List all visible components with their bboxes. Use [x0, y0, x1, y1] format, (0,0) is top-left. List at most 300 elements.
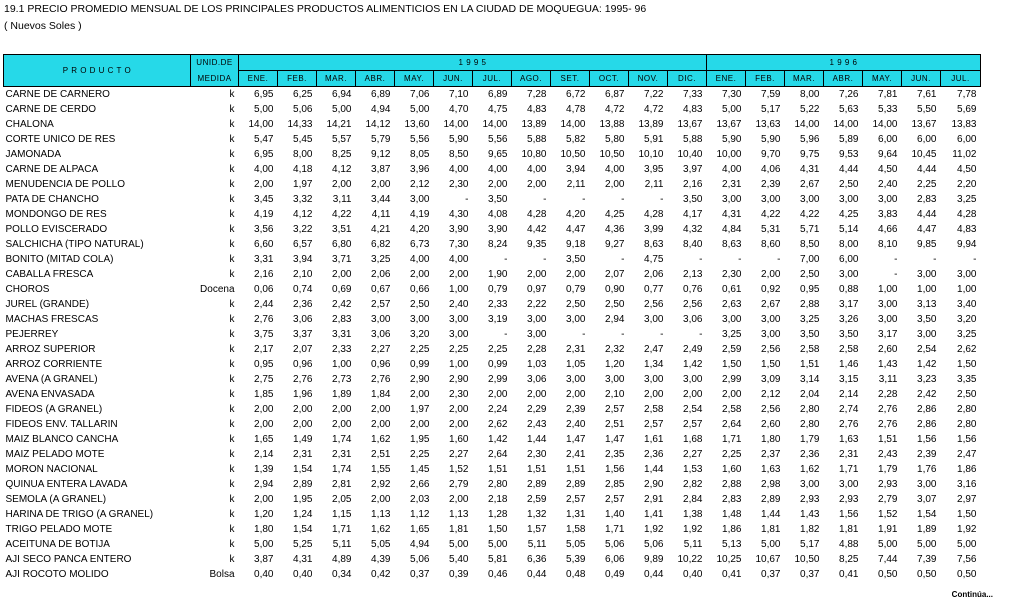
- price-cell: 2,57: [605, 404, 625, 415]
- price-cell: 4,94: [371, 104, 391, 115]
- price-cell: 7,39: [917, 554, 937, 565]
- product-name: ACEITUNA DE BOTIJA: [5, 539, 110, 550]
- price-cell: 0,37: [761, 569, 781, 580]
- price-cell: 3,94: [293, 254, 313, 265]
- price-cell: 4,70: [449, 104, 469, 115]
- price-cell: 6,89: [488, 89, 508, 100]
- price-cell: 1,80: [254, 524, 274, 535]
- price-cell: 4,75: [488, 104, 508, 115]
- price-cell: 2,31: [566, 344, 586, 355]
- price-cell: 1,44: [527, 434, 547, 445]
- price-cell: 0,88: [839, 284, 859, 295]
- price-cell: 2,39: [761, 179, 781, 190]
- price-cell: 3,00: [605, 374, 625, 385]
- header-month-1995: MAY.: [395, 71, 434, 87]
- price-cell: 3,00: [410, 314, 430, 325]
- header-unit-top: UNID.DE: [191, 55, 239, 71]
- price-cell: 2,25: [722, 449, 742, 460]
- price-cell: 4,12: [332, 164, 352, 175]
- price-cell: 2,64: [488, 449, 508, 460]
- price-cell: 4,72: [644, 104, 664, 115]
- price-cell: 1,12: [410, 509, 430, 520]
- price-cell: 4,50: [957, 164, 977, 175]
- product-name: TRIGO PELADO MOTE: [5, 524, 113, 535]
- price-cell: 3,00: [527, 314, 547, 325]
- price-cell: 3,13: [917, 299, 937, 310]
- price-cell: 4,36: [605, 224, 625, 235]
- price-cell: 10,50: [560, 149, 586, 160]
- price-cell: 1,44: [644, 464, 664, 475]
- price-cell: 3,97: [683, 164, 703, 175]
- price-cell: 3,06: [293, 314, 313, 325]
- price-cell: 4,66: [878, 224, 898, 235]
- price-cell: 2,64: [722, 419, 742, 430]
- price-cell: 1,50: [957, 509, 977, 520]
- price-cell: 1,89: [332, 389, 352, 400]
- price-cell: 1,61: [644, 434, 664, 445]
- price-cell: 9,89: [644, 554, 664, 565]
- price-cell: 1,00: [449, 359, 469, 370]
- price-cell: 3,50: [566, 254, 586, 265]
- price-cell: 2,57: [371, 299, 391, 310]
- header-unit-bottom: MEDIDA: [191, 71, 239, 87]
- price-table: [3, 54, 981, 582]
- product-name: PATA DE CHANCHO: [5, 194, 99, 205]
- price-cell: 3,00: [644, 314, 664, 325]
- header-month-1995: DIC.: [668, 71, 707, 87]
- price-cell: 4,31: [722, 209, 742, 220]
- unit-of-measure: Bolsa: [209, 569, 235, 580]
- price-cell: 2,00: [449, 419, 469, 430]
- product-name: CORTE UNICO DE RES: [5, 134, 116, 145]
- price-cell: 13,83: [951, 119, 977, 130]
- price-cell: 2,89: [761, 494, 781, 505]
- price-cell: 4,28: [644, 209, 664, 220]
- unit-of-measure: k: [229, 89, 235, 100]
- price-cell: 8,63: [722, 239, 742, 250]
- price-cell: 2,80: [800, 404, 820, 415]
- price-cell: 6,06: [605, 554, 625, 565]
- unit-of-measure: k: [229, 374, 235, 385]
- price-cell: 0,40: [293, 569, 313, 580]
- table-row: [4, 477, 981, 492]
- price-cell: -: [465, 194, 469, 205]
- price-cell: 14,00: [248, 119, 274, 130]
- price-cell: 5,45: [293, 134, 313, 145]
- price-cell: 2,14: [839, 389, 859, 400]
- price-cell: 2,82: [683, 479, 703, 490]
- unit-of-measure: k: [229, 119, 235, 130]
- price-cell: 5,00: [917, 539, 937, 550]
- price-cell: 0,96: [371, 359, 391, 370]
- price-cell: 2,30: [527, 449, 547, 460]
- price-cell: 6,60: [254, 239, 274, 250]
- price-cell: 1,00: [957, 284, 977, 295]
- table-row: [4, 252, 981, 267]
- price-cell: 2,83: [722, 494, 742, 505]
- table-row: [4, 537, 981, 552]
- price-cell: 4,19: [410, 209, 430, 220]
- price-cell: 1,40: [605, 509, 625, 520]
- price-cell: 1,65: [254, 434, 274, 445]
- price-cell: 7,22: [644, 89, 664, 100]
- price-cell: -: [777, 254, 781, 265]
- price-cell: 3,50: [800, 329, 820, 340]
- price-cell: 2,28: [878, 389, 898, 400]
- price-cell: 2,57: [605, 494, 625, 505]
- price-cell: 6,72: [566, 89, 586, 100]
- price-cell: 3,00: [957, 269, 977, 280]
- price-cell: 1,95: [293, 494, 313, 505]
- product-name: JUREL (GRANDE): [5, 299, 90, 310]
- price-cell: 3,00: [839, 479, 859, 490]
- price-cell: 2,25: [449, 344, 469, 355]
- price-cell: 2,74: [839, 404, 859, 415]
- price-cell: 0,76: [683, 284, 703, 295]
- price-cell: 1,86: [722, 524, 742, 535]
- price-cell: 4,32: [683, 224, 703, 235]
- price-cell: 13,89: [521, 119, 547, 130]
- price-cell: 8,05: [410, 149, 430, 160]
- table-row: [4, 117, 981, 132]
- price-cell: 3,75: [254, 329, 274, 340]
- table-row: [4, 552, 981, 567]
- price-cell: 2,07: [293, 344, 313, 355]
- product-name: MORON NACIONAL: [5, 464, 98, 475]
- price-cell: 2,07: [605, 269, 625, 280]
- price-cell: 8,40: [683, 239, 703, 250]
- unit-of-measure: k: [229, 134, 235, 145]
- price-cell: 5,06: [605, 539, 625, 550]
- price-cell: 1,55: [371, 464, 391, 475]
- table-row: [4, 102, 981, 117]
- price-cell: 2,41: [566, 449, 586, 460]
- price-cell: 0,61: [722, 284, 742, 295]
- price-cell: -: [699, 329, 703, 340]
- price-cell: 2,25: [410, 449, 430, 460]
- price-cell: 3,23: [917, 374, 937, 385]
- price-cell: 1,13: [371, 509, 391, 520]
- price-cell: 5,00: [254, 539, 274, 550]
- price-cell: 2,50: [410, 299, 430, 310]
- table-row: [4, 507, 981, 522]
- price-cell: 5,90: [722, 134, 742, 145]
- price-cell: 4,22: [761, 209, 781, 220]
- price-cell: 1,68: [683, 434, 703, 445]
- price-cell: 1,44: [761, 509, 781, 520]
- price-cell: 8,25: [332, 149, 352, 160]
- price-cell: 2,93: [878, 479, 898, 490]
- price-cell: 10,50: [794, 554, 820, 565]
- price-cell: 2,30: [449, 389, 469, 400]
- price-cell: 5,90: [449, 134, 469, 145]
- header-month-1996: ENE.: [707, 71, 746, 87]
- price-cell: 1,62: [800, 464, 820, 475]
- price-cell: 3,15: [839, 374, 859, 385]
- price-cell: -: [582, 329, 586, 340]
- price-cell: 2,36: [293, 299, 313, 310]
- unit-of-measure: k: [229, 269, 235, 280]
- price-cell: 1,39: [254, 464, 274, 475]
- unit-of-measure: Docena: [200, 284, 235, 295]
- price-cell: 3,35: [957, 374, 977, 385]
- price-cell: 5,96: [800, 134, 820, 145]
- price-cell: 1,56: [605, 464, 625, 475]
- price-cell: 4,25: [839, 209, 859, 220]
- table-body: [4, 87, 981, 583]
- price-cell: 1,45: [410, 464, 430, 475]
- price-cell: 2,00: [332, 179, 352, 190]
- table-row: [4, 522, 981, 537]
- price-cell: 2,00: [410, 269, 430, 280]
- price-cell: 2,00: [644, 389, 664, 400]
- price-cell: 4,31: [800, 164, 820, 175]
- price-cell: 0,74: [293, 284, 313, 295]
- price-cell: 9,64: [878, 149, 898, 160]
- price-cell: 13,60: [404, 119, 430, 130]
- price-cell: 1,60: [449, 434, 469, 445]
- price-cell: 3,25: [957, 194, 977, 205]
- price-cell: 1,41: [644, 509, 664, 520]
- price-cell: -: [504, 254, 508, 265]
- price-cell: 3,87: [371, 164, 391, 175]
- price-cell: 10,10: [638, 149, 664, 160]
- price-cell: 8,25: [839, 554, 859, 565]
- price-cell: 1,50: [722, 359, 742, 370]
- price-cell: 7,78: [957, 89, 977, 100]
- price-cell: 2,93: [800, 494, 820, 505]
- price-cell: 2,40: [566, 419, 586, 430]
- table-row: [4, 402, 981, 417]
- price-cell: 2,66: [410, 479, 430, 490]
- table-row: [4, 192, 981, 207]
- price-cell: 1,00: [878, 284, 898, 295]
- table-row: [4, 327, 981, 342]
- price-cell: 2,98: [761, 479, 781, 490]
- price-cell: 3,07: [917, 494, 937, 505]
- price-cell: 4,00: [527, 164, 547, 175]
- header-month-1995: AGO.: [512, 71, 551, 87]
- price-cell: 2,88: [800, 299, 820, 310]
- price-cell: 14,33: [287, 119, 313, 130]
- price-cell: 5,56: [488, 134, 508, 145]
- price-cell: 2,11: [566, 179, 586, 190]
- price-cell: 3,99: [644, 224, 664, 235]
- price-cell: 2,79: [878, 494, 898, 505]
- price-cell: 7,30: [449, 239, 469, 250]
- price-cell: 2,31: [332, 449, 352, 460]
- price-cell: 1,63: [839, 434, 859, 445]
- price-cell: 4,17: [683, 209, 703, 220]
- price-cell: 4,22: [332, 209, 352, 220]
- price-cell: 5,00: [878, 539, 898, 550]
- price-cell: 1,43: [878, 359, 898, 370]
- price-cell: 7,00: [800, 254, 820, 265]
- price-cell: 1,43: [800, 509, 820, 520]
- header-month-1995: MAR.: [317, 71, 356, 87]
- price-cell: 10,80: [521, 149, 547, 160]
- table-row: [4, 447, 981, 462]
- header-month-1996: ABR.: [824, 71, 863, 87]
- price-cell: 2,42: [332, 299, 352, 310]
- price-cell: 2,57: [644, 419, 664, 430]
- price-cell: 3,32: [293, 194, 313, 205]
- price-cell: 8,00: [293, 149, 313, 160]
- price-cell: 6,94: [332, 89, 352, 100]
- price-cell: 2,27: [449, 449, 469, 460]
- table-row: [4, 207, 981, 222]
- price-cell: 1,05: [566, 359, 586, 370]
- price-cell: 2,60: [761, 419, 781, 430]
- price-cell: 3,00: [566, 314, 586, 325]
- unit-of-measure: k: [229, 164, 235, 175]
- price-cell: 1,42: [488, 434, 508, 445]
- product-name: FIDEOS (A GRANEL): [5, 404, 103, 415]
- price-cell: 1,71: [839, 464, 859, 475]
- price-cell: 14,00: [833, 119, 859, 130]
- price-cell: 1,00: [449, 284, 469, 295]
- price-cell: 3,00: [722, 194, 742, 205]
- price-cell: 1,00: [917, 284, 937, 295]
- price-cell: 4,44: [917, 209, 937, 220]
- price-cell: 2,89: [293, 479, 313, 490]
- price-cell: 9,75: [800, 149, 820, 160]
- price-cell: 3,00: [878, 194, 898, 205]
- price-cell: 2,03: [410, 494, 430, 505]
- price-cell: -: [621, 254, 625, 265]
- table-title: 19.1 PRECIO PROMEDIO MENSUAL DE LOS PRINCIPALES PRODUCTOS ALIMENTICIOS EN LA CIUDAD DE MOQUEGUA: 1995- 96: [4, 3, 647, 15]
- price-cell: 2,57: [566, 494, 586, 505]
- unit-of-measure: k: [229, 359, 235, 370]
- price-cell: 1,49: [293, 434, 313, 445]
- price-cell: 0,92: [761, 284, 781, 295]
- table-row: [4, 87, 981, 103]
- price-cell: 1,15: [332, 509, 352, 520]
- price-cell: 1,13: [449, 509, 469, 520]
- price-cell: 0,44: [527, 569, 547, 580]
- price-cell: 2,36: [800, 449, 820, 460]
- price-cell: 9,12: [371, 149, 391, 160]
- price-cell: 2,76: [878, 419, 898, 430]
- product-name: AJI ROCOTO MOLIDO: [5, 569, 109, 580]
- price-cell: 3,90: [488, 224, 508, 235]
- price-cell: 4,94: [410, 539, 430, 550]
- price-cell: 3,95: [644, 164, 664, 175]
- price-cell: 9,53: [839, 149, 859, 160]
- price-cell: 4,00: [449, 254, 469, 265]
- price-cell: 5,00: [449, 539, 469, 550]
- table-subtitle: ( Nuevos Soles ): [4, 20, 82, 32]
- price-cell: 5,00: [410, 104, 430, 115]
- price-cell: 3,83: [878, 209, 898, 220]
- price-cell: 3,00: [449, 314, 469, 325]
- price-cell: 2,13: [683, 269, 703, 280]
- price-cell: 3,00: [839, 269, 859, 280]
- price-cell: 2,31: [839, 449, 859, 460]
- price-cell: 1,53: [683, 464, 703, 475]
- price-cell: 5,14: [839, 224, 859, 235]
- price-cell: 3,25: [722, 329, 742, 340]
- price-cell: 2,47: [957, 449, 977, 460]
- price-cell: 8,10: [878, 239, 898, 250]
- price-cell: 7,59: [761, 89, 781, 100]
- price-cell: 3,56: [254, 224, 274, 235]
- price-cell: 1,54: [293, 464, 313, 475]
- price-cell: 2,50: [800, 269, 820, 280]
- table-row: [4, 162, 981, 177]
- table-row: [4, 387, 981, 402]
- price-cell: 3,45: [254, 194, 274, 205]
- table-row: [4, 222, 981, 237]
- price-cell: 2,76: [371, 374, 391, 385]
- price-cell: 2,18: [488, 494, 508, 505]
- price-cell: 2,36: [644, 449, 664, 460]
- price-cell: 1,42: [683, 359, 703, 370]
- price-cell: 14,00: [482, 119, 508, 130]
- price-cell: 0,77: [644, 284, 664, 295]
- price-cell: 2,06: [371, 269, 391, 280]
- price-cell: 1,50: [761, 359, 781, 370]
- price-cell: 10,40: [677, 149, 703, 160]
- price-cell: 3,00: [566, 374, 586, 385]
- price-cell: 0,99: [488, 359, 508, 370]
- price-cell: 2,43: [527, 419, 547, 430]
- price-cell: -: [933, 254, 937, 265]
- price-cell: 5,11: [683, 539, 703, 550]
- price-cell: 4,00: [722, 164, 742, 175]
- price-cell: 1,71: [605, 524, 625, 535]
- price-cell: 6,25: [293, 89, 313, 100]
- price-cell: 1,81: [839, 524, 859, 535]
- price-cell: 1,20: [254, 509, 274, 520]
- price-cell: 2,25: [917, 179, 937, 190]
- price-cell: 3,00: [800, 194, 820, 205]
- price-cell: 2,91: [644, 494, 664, 505]
- price-cell: 3,11: [332, 194, 352, 205]
- price-cell: 3,00: [527, 329, 547, 340]
- price-cell: 5,00: [254, 104, 274, 115]
- price-cell: 2,67: [800, 179, 820, 190]
- price-cell: 2,89: [566, 479, 586, 490]
- price-cell: 3,25: [800, 314, 820, 325]
- table-row: [4, 237, 981, 252]
- price-cell: 4,50: [878, 164, 898, 175]
- table-row: [4, 297, 981, 312]
- price-cell: 3,20: [957, 314, 977, 325]
- price-cell: 0,67: [371, 284, 391, 295]
- price-cell: 5,05: [371, 539, 391, 550]
- price-cell: 2,59: [527, 494, 547, 505]
- price-cell: 5,31: [761, 224, 781, 235]
- price-cell: 4,72: [605, 104, 625, 115]
- price-cell: 2,59: [722, 344, 742, 355]
- price-cell: 2,00: [527, 269, 547, 280]
- header-year-1996: 1 9 9 6: [707, 55, 981, 71]
- price-cell: 3,00: [800, 479, 820, 490]
- price-cell: 1,20: [605, 359, 625, 370]
- unit-of-measure: k: [229, 239, 235, 250]
- price-cell: 6,57: [293, 239, 313, 250]
- price-cell: 0,37: [800, 569, 820, 580]
- unit-of-measure: k: [229, 539, 235, 550]
- price-cell: 3,20: [410, 329, 430, 340]
- price-cell: 2,80: [957, 419, 977, 430]
- price-cell: 13,67: [716, 119, 742, 130]
- price-cell: 2,00: [605, 179, 625, 190]
- price-cell: 3,00: [761, 194, 781, 205]
- price-cell: 1,80: [761, 434, 781, 445]
- price-cell: 5,81: [488, 554, 508, 565]
